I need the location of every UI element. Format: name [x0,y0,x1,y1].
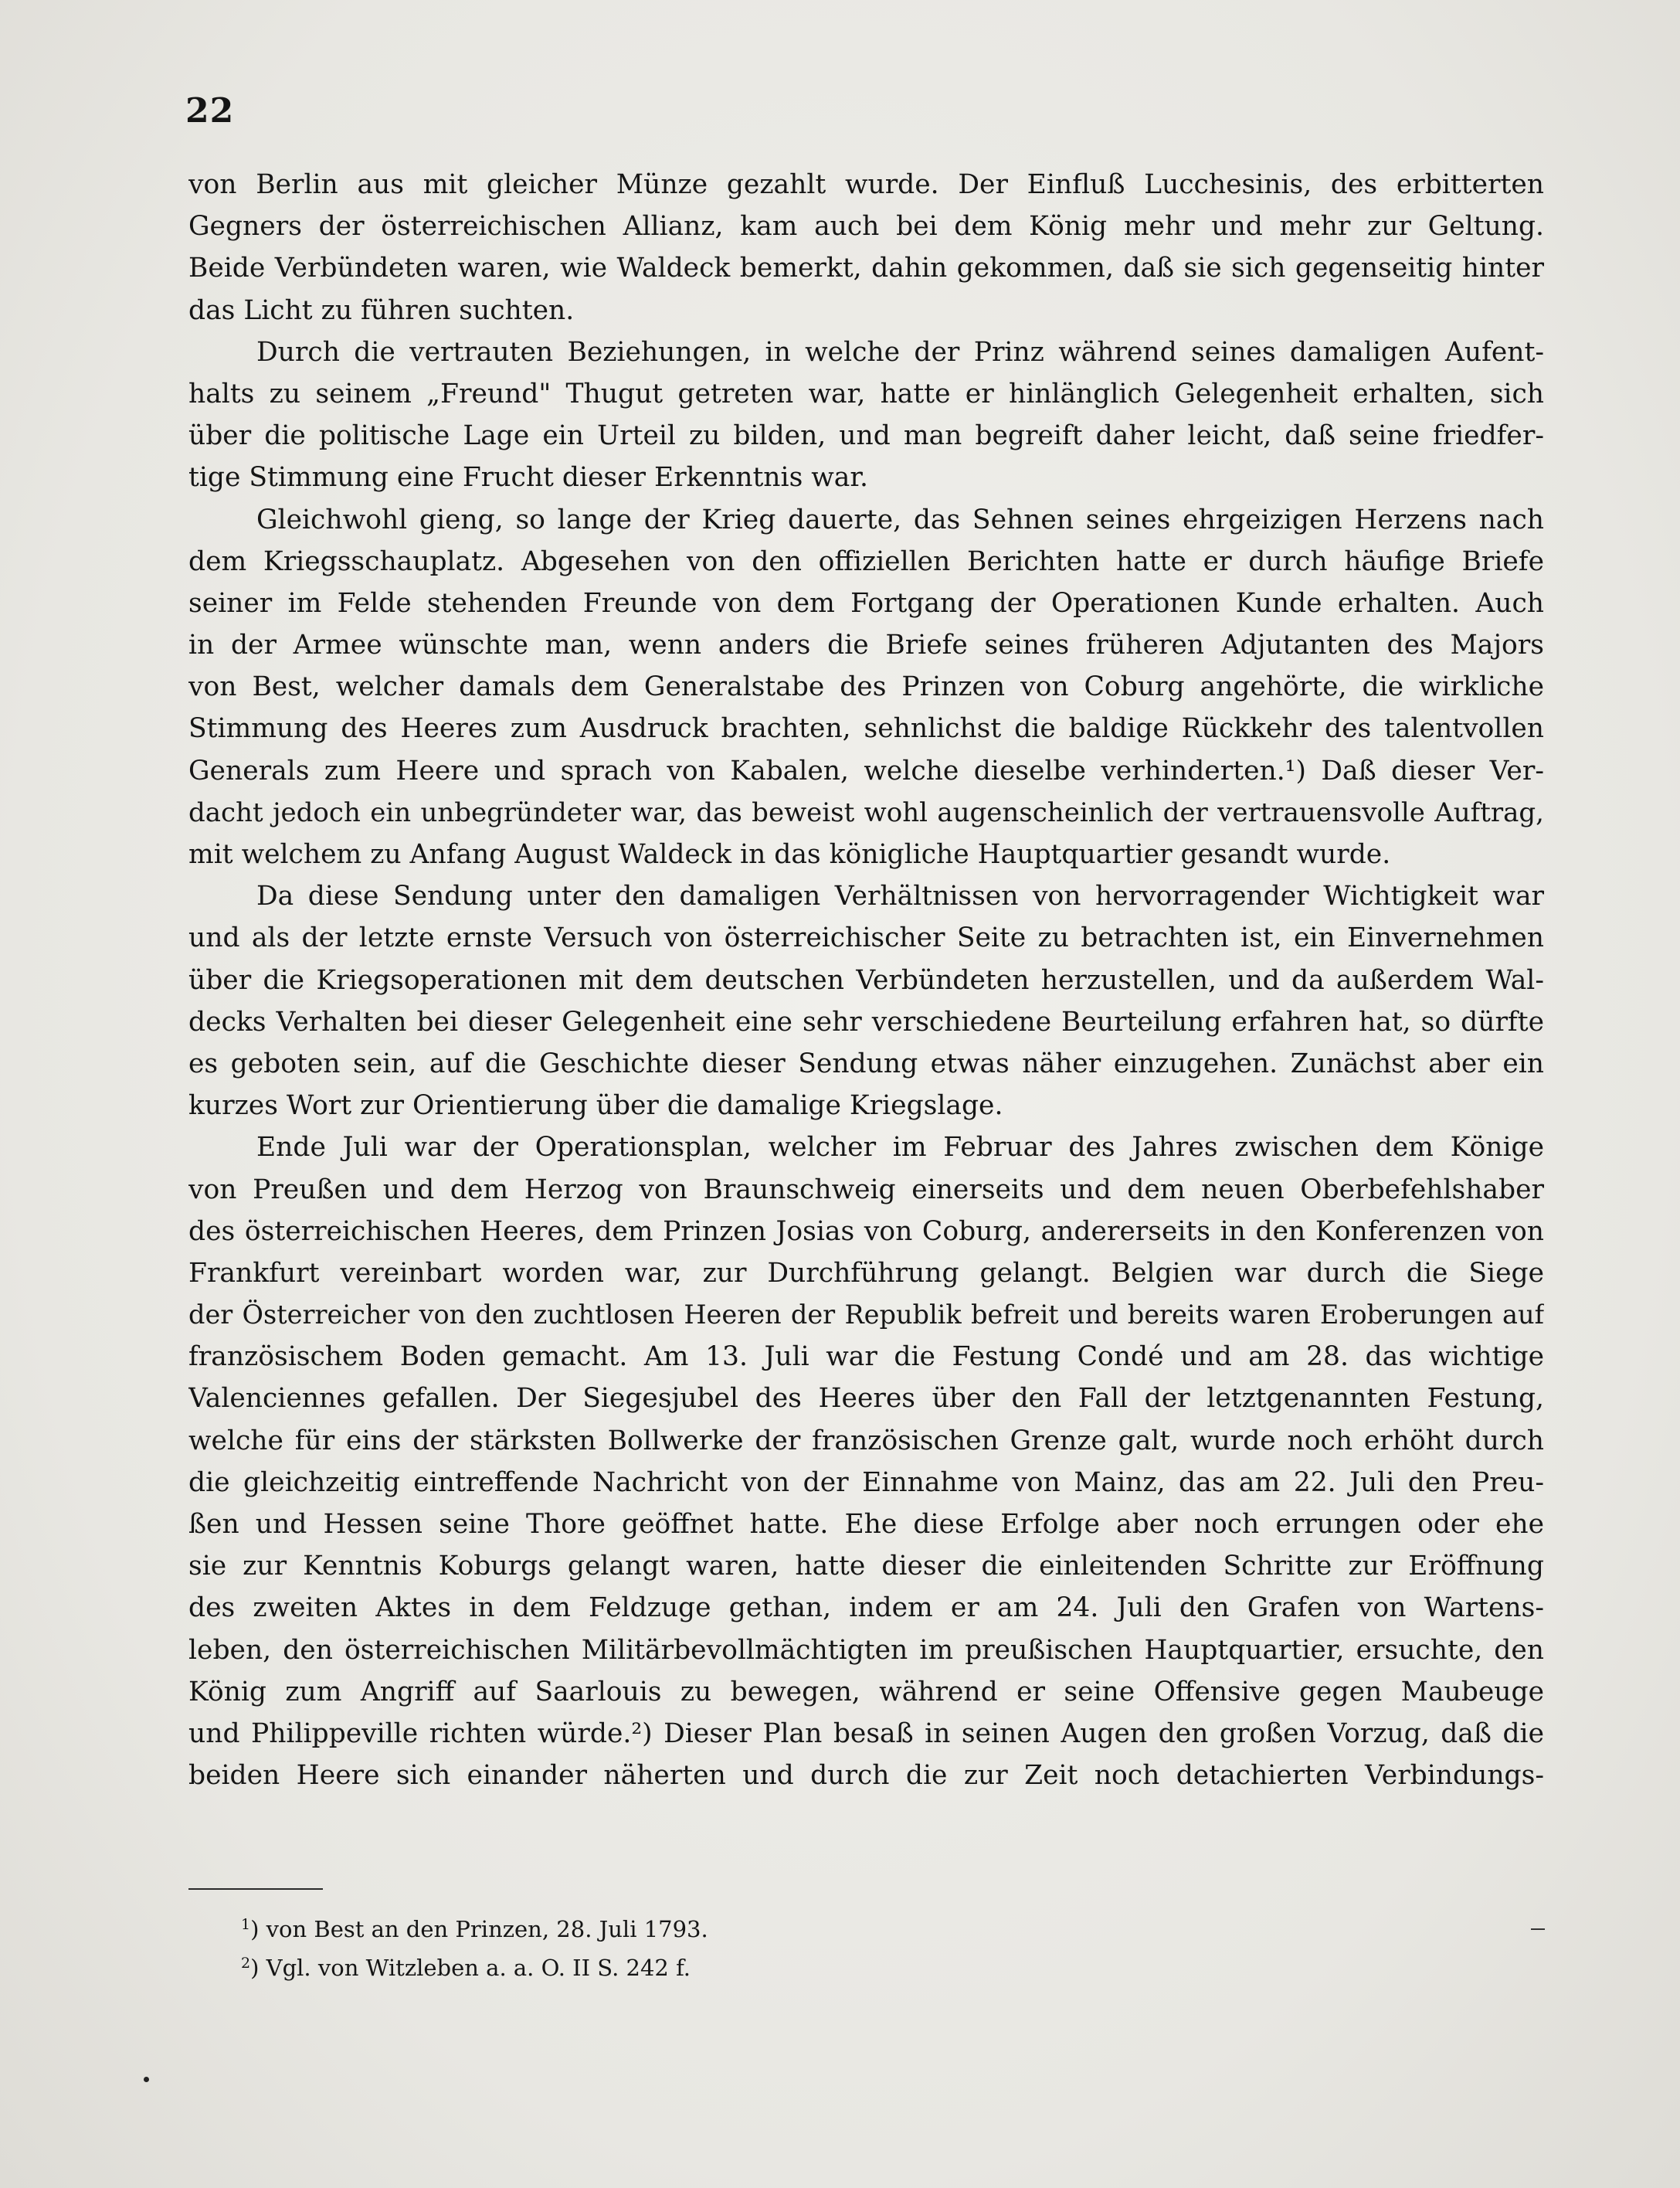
text-line: welche für eins der stärksten Bollwerke der französischen Grenze galt, wurde noch erhöht durch [188,1425,1544,1456]
footnote-mark: 1 [241,1916,251,1933]
text-line: über die Kriegsoperationen mit dem deutschen Verbündeten herzustellen, und da außerdem Wal- [188,964,1544,996]
text-line: und Philippeville richten würde.²) Dieser Plan besaß in seinen Augen den großen Vorzug, daß die [188,1717,1544,1749]
text-line: Durch die vertrauten Beziehungen, in welche der Prinz während seines damaligen Aufent- [256,336,1544,368]
text-line: des zweiten Aktes in dem Feldzuge gethan, indem er am 24. Juli den Grafen von Wartens- [188,1592,1544,1624]
text-line: halts zu seinem „Freund" Thugut getreten war, hatte er hinlänglich Gelegenheit erhalten, sich [188,378,1544,409]
footnote-divider [188,1888,323,1890]
text-line: dacht jedoch ein unbegründeter war, das beweist wohl augenscheinlich der vertrauensvolle Auftrag, [188,797,1544,828]
margin-dash [1531,1928,1545,1930]
text-line: König zum Angriff auf Saarlouis zu bewegen, während er seine Offensive gegen Maubeuge [188,1676,1544,1707]
text-line: es geboten sein, auf die Geschichte dieser Sendung etwas näher einzugehen. Zunächst aber ein [188,1048,1544,1079]
paper-speck [144,2077,149,2082]
text-line: tige Stimmung eine Frucht dieser Erkenntnis war. [188,462,869,494]
text-line: von Berlin aus mit gleicher Münze gezahlt wurde. Der Einfluß Lucchesinis, des erbitterten [188,169,1544,200]
footnote-text: von Best an den Prinzen, 28. Juli 1793. [266,1916,708,1942]
text-line: Gleichwohl gieng, so lange der Krieg dauerte, das Sehnen seines ehrgeizigen Herzens nach [256,504,1544,535]
text-line: von Best, welcher damals dem Generalstabe des Prinzen von Coburg angehörte, die wirkliche [188,671,1544,703]
page-number: 22 [185,91,235,131]
text-line: von Preußen und dem Herzog von Braunschweig einerseits und dem neuen Oberbefehlshaber [188,1174,1544,1205]
text-line: kurzes Wort zur Orientierung über die damalige Kriegslage. [188,1090,1003,1122]
text-line: in der Armee wünschte man, wenn anders die Briefe seines früheren Adjutanten des Majors [188,630,1544,661]
text-line: und als der letzte ernste Versuch von österreichischer Seite zu betrachten ist, ein Einvernehmen [188,922,1544,954]
text-line: das Licht zu führen suchten. [188,294,575,326]
footnote: $^1$) von Best an den Prinzen, 28. Juli 1793. [241,1916,708,1942]
text-line: Ende Juli war der Operationsplan, welcher im Februar des Jahres zwischen dem Könige [256,1132,1544,1164]
text-line: seiner im Felde stehenden Freunde von dem Fortgang der Operationen Kunde erhalten. Auch [188,587,1544,619]
text-line: Frankfurt vereinbart worden war, zur Durchführung gelangt. Belgien war durch die Siege [188,1257,1544,1289]
footnote-text: Vgl. von Witzleben a. a. O. II S. 242 f. [266,1955,691,1981]
text-line: Generals zum Heere und sprach von Kabalen, welche dieselbe verhinderten.¹) Daß dieser Ver- [188,755,1544,787]
body-text [188,164,1544,1796]
text-line: Beide Verbündeten waren, wie Waldeck bemerkt, dahin gekommen, daß sie sich gegenseitig hinter [188,253,1544,284]
text-line: über die politische Lage ein Urteil zu bilden, und man begreift daher leicht, daß seine friedfer- [188,420,1544,452]
text-line: ßen und Hessen seine Thore geöffnet hatte. Ehe diese Erfolge aber noch errungen oder ehe [188,1509,1544,1540]
text-line: Valenciennes gefallen. Der Siegesjubel des Heeres über den Fall der letztgenannten Festung, [188,1383,1544,1415]
text-line: decks Verhalten bei dieser Gelegenheit eine sehr verschiedene Beurteilung erfahren hat, so dürfte [188,1006,1544,1038]
footnote-mark: 2 [241,1955,251,1972]
footnote: $^2$) Vgl. von Witzleben a. a. O. II S. 242 f. [241,1955,691,1981]
text-line: französischem Boden gemacht. Am 13. Juli war die Festung Condé und am 28. das wichtige [188,1341,1544,1373]
text-line: sie zur Kenntnis Koburgs gelangt waren, hatte dieser die einleitenden Schritte zur Eröffnung [188,1551,1544,1582]
text-line: des österreichischen Heeres, dem Prinzen Josias von Coburg, andererseits in den Konferenzen von [188,1215,1544,1247]
footnotes [241,1905,1554,1982]
text-line: leben, den österreichischen Militärbevollmächtigten im preußischen Hauptquartier, ersuchte, den [188,1634,1544,1666]
text-line: Da diese Sendung unter den damaligen Verhältnissen von hervorragender Wichtigkeit war [256,881,1544,912]
text-line: Gegners der österreichischen Allianz, kam auch bei dem König mehr und mehr zur Geltung. [188,211,1544,243]
text-line: die gleichzeitig eintreffende Nachricht von der Einnahme von Mainz, das am 22. Juli den Preu- [188,1466,1544,1498]
text-line: Stimmung des Heeres zum Ausdruck brachten, sehnlichst die baldige Rückkehr des talentvollen [188,713,1544,745]
text-line: der Österreicher von den zuchtlosen Heeren der Republik befreit und bereits waren Eroberungen auf [188,1300,1544,1330]
text-line: dem Kriegsschauplatz. Abgesehen von den offiziellen Berichten hatte er durch häufige Briefe [188,545,1544,577]
text-line: mit welchem zu Anfang August Waldeck in das königliche Hauptquartier gesandt wurde. [188,839,1391,870]
text-line: beiden Heere sich einander näherten und durch die zur Zeit noch detachierten Verbindungs- [188,1760,1544,1792]
